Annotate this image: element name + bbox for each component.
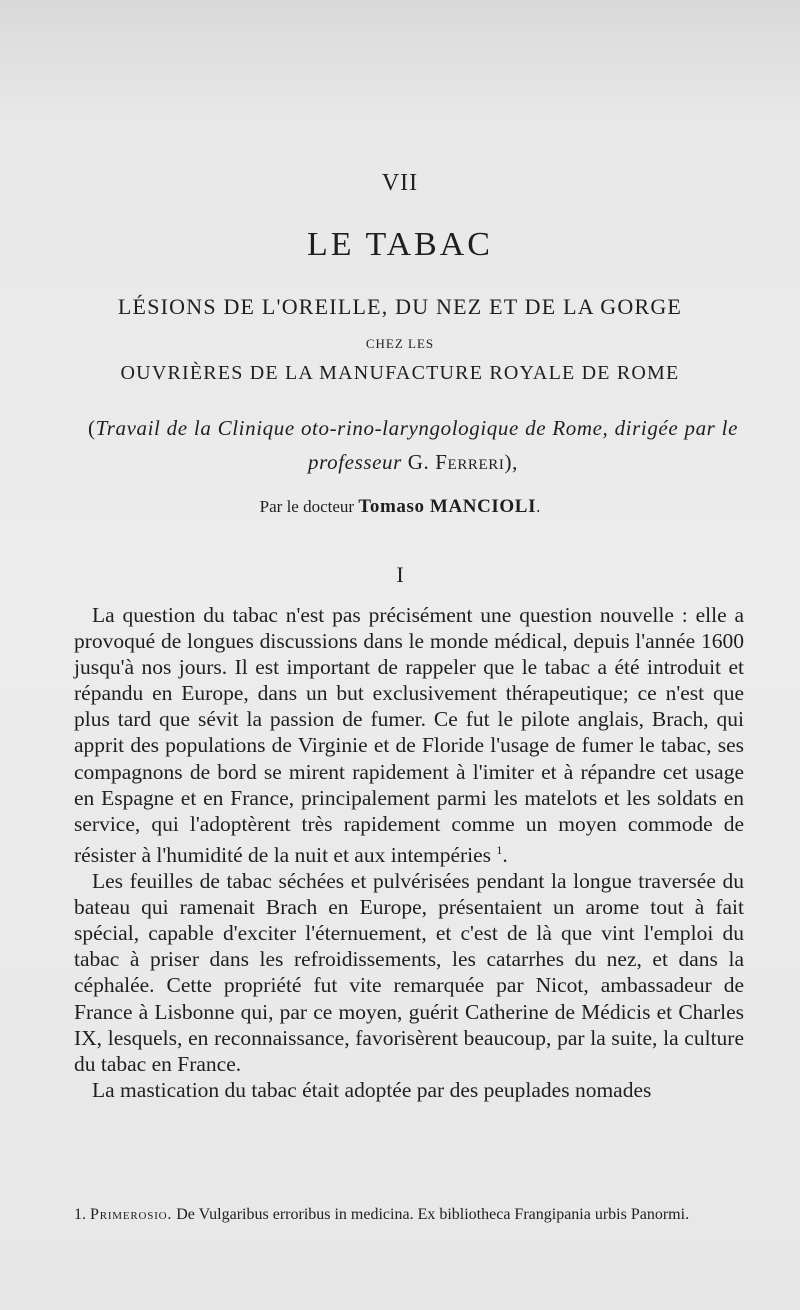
subtitle-second: OUVRIÈRES DE LA MANUFACTURE ROYALE DE ROME xyxy=(120,362,680,384)
paragraph-text: La question du tabac n'est pas précisément une question nouvelle : elle a provoqué de longues discussions dans le monde médical, depuis l'année 1600 jusqu'à nos jours. Il est important de rappeler que le tabac a été introduit et répandu en Europe, dans un but exclusivement thérapeutique; ce n'est que plus tard que sévit la passion de fumer. Ce fut le pilote anglais, Brach, qui apprit des populations de Virginie et de Floride l'usage de fumer le tabac, ses compagnons de bord se mirent rapidement à l'imiter et à répandre cet usage en Espagne et en France, principalement parmi les matelots et les soldats en service, qui l'adoptèrent très rapidement comme un moyen commode de résister à l'humidité de la nuit et aux intempéries xyxy=(74,603,744,867)
author-suffix: . xyxy=(536,497,541,516)
author-prefix: Par le docteur xyxy=(259,497,355,516)
footnote-author: Primerosio. xyxy=(90,1206,173,1223)
body-text xyxy=(74,602,744,1103)
affiliation-close: ), xyxy=(504,449,518,474)
paragraph: La mastication du tabac était adoptée par des peuplades nomades xyxy=(92,1077,652,1102)
section-number: I xyxy=(396,562,404,587)
paragraph: Les feuilles de tabac séchées et pulvérisées pendant la longue traversée du bateau qui ramenait Brach en Europe, présentaient un arome tout à fait spécial, capable d'exciter l'éternuement, et c'est de là que vint l'emploi du tabac à priser dans les refroidissements, les catarrhes du nez, et dans la céphalée. Cette propriété fut vite remarquée par Nicot, ambassadeur de France à Lisbonne qui, par ce moyen, guérit Catherine de Médicis et Charles IX, lesquels, en reconnaissance, favorisèrent beaucoup, par la suite, la culture du tabac en France. xyxy=(74,869,744,1076)
footnote-marker: 1 xyxy=(496,842,503,857)
subtitle-small: CHEZ LES xyxy=(365,336,435,351)
affiliation-initial: G. xyxy=(407,449,430,474)
article-title: LE TABAC xyxy=(307,226,493,263)
chapter-number: VII xyxy=(381,170,419,196)
subtitle-main: LÉSIONS DE L'OREILLE, DU NEZ ET DE LA GORGE xyxy=(117,294,683,319)
affiliation-professor-name: Ferreri xyxy=(435,449,505,474)
affiliation xyxy=(88,412,738,479)
affiliation-text: Travail de la Clinique oto-rino-laryngologique de Rome, dirigée par le professeur xyxy=(95,416,738,474)
affiliation-open-paren: ( xyxy=(88,416,96,440)
author-name: Tomaso MANCIOLI xyxy=(358,496,537,517)
footnote-text: De Vulgaribus erroribus in medicina. Ex bibliotheca Frangipania urbis Panormi. xyxy=(176,1206,690,1223)
author-line xyxy=(0,496,800,518)
paragraph: La question du tabac n'est pas précisément une question nouvelle : elle a provoqué de longues discussions dans le monde médical, depuis l'année 1600 jusqu'à nos jours. Il est important de rappeler que le tabac a été introduit et répandu en Europe, dans un but exclusivement thérapeutique; ce n'est que plus tard que sévit la passion de fumer. Ce fut le pilote anglais, Brach, qui apprit des populations de Virginie et de Floride l'usage de fumer le tabac, ses compagnons de bord se mirent rapidement à l'imiter et à répandre cet usage en Espagne et en France, principalement parmi les matelots et les soldats en service, qui l'adoptèrent très rapidement comme un moyen commode de résister à l'humidité de la nuit et aux intempéries $^1$. xyxy=(74,603,744,867)
footnote xyxy=(74,1203,750,1227)
footnote-number: 1. xyxy=(74,1206,86,1223)
